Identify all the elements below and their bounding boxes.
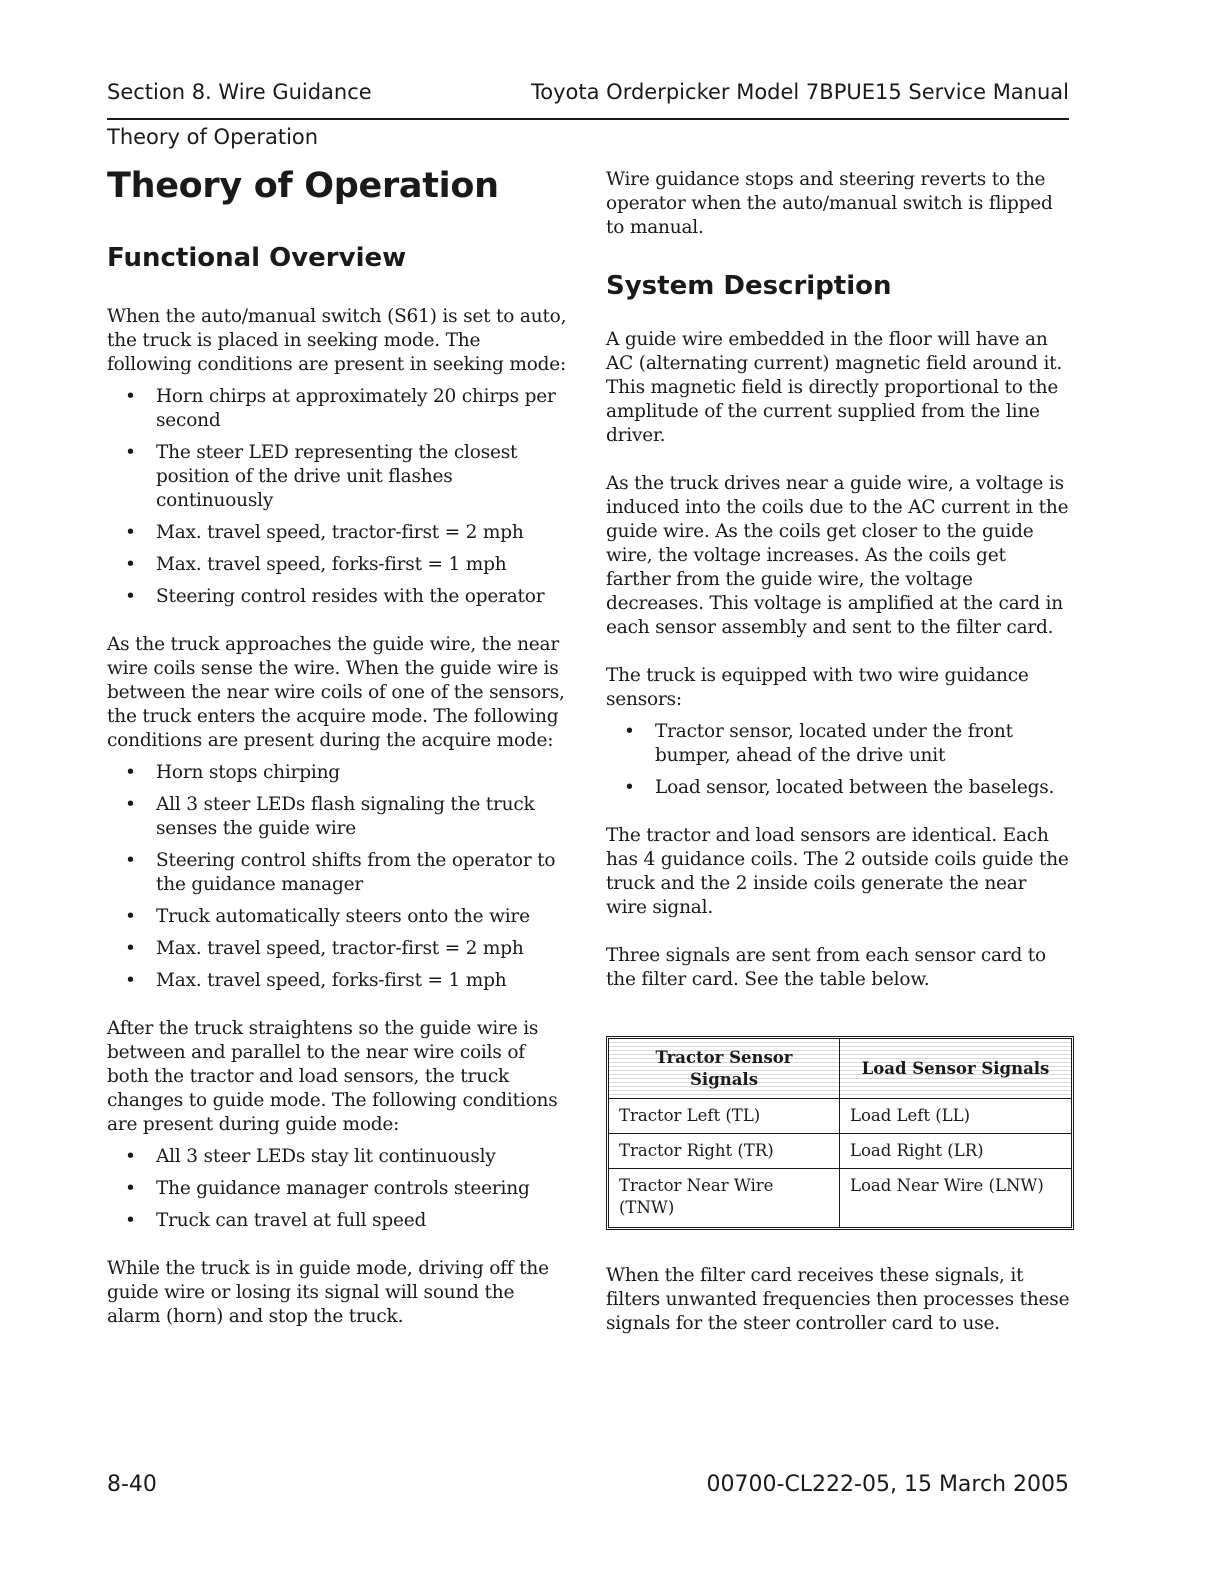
bullet-icon: •	[125, 522, 136, 543]
list-item: • Max. travel speed, forks-first = 1 mph	[125, 970, 507, 991]
table-cell: Load Near Wire (LNW)	[850, 1176, 1044, 1195]
bullet-icon: •	[125, 850, 136, 871]
paragraph-identical-sensors: The tractor and load sensors are identical. Each has 4 guidance coils. The 2 outside coils guide the truck and the 2 inside coils generate the near wire signal.	[606, 825, 1069, 918]
paragraph-guide-mode: After the truck straightens so the guide wire is between and parallel to the near wire coils of both the tractor and load sensors, the truck changes to guide mode. The following conditions are present during guide mode:	[107, 1018, 558, 1135]
subheader: Theory of Operation	[107, 125, 319, 149]
list-acquire-conditions	[107, 761, 569, 993]
bullet-icon: •	[125, 938, 136, 959]
paragraph-manual-switch: Wire guidance stops and steering reverts to the operator when the auto/manual switch is flipped to manual.	[606, 169, 1053, 238]
list-item: • Steering control shifts from the operator to the guidance manager	[125, 850, 556, 895]
list-item: • Horn chirps at approximately 20 chirps per second	[125, 386, 556, 431]
bullet-icon: •	[125, 386, 136, 407]
right-column	[606, 168, 1070, 1336]
list-item: • Tractor sensor, located under the front bumper, ahead of the drive unit	[624, 721, 1013, 766]
table-header-tractor: Tractor Sensor Signals	[609, 1039, 840, 1099]
list-sensors	[606, 720, 1070, 800]
bullet-icon: •	[125, 906, 136, 927]
bullet-icon: •	[624, 777, 635, 798]
list-item: • Max. travel speed, forks-first = 1 mph	[125, 554, 507, 575]
list-item: • All 3 steer LEDs flash signaling the truck senses the guide wire	[125, 794, 535, 839]
list-seeking-conditions	[107, 385, 569, 609]
paragraph-induced-voltage: As the truck drives near a guide wire, a voltage is induced into the coils due to the AC current in the guide wire. As the coils get closer to the guide wire, the voltage increases. As the coils get farther from the guide wire, the voltage decreases. This voltage is amplified at the card in each sensor assembly and sent to the filter card.	[606, 473, 1069, 638]
bullet-icon: •	[125, 762, 136, 783]
bullet-icon: •	[125, 1146, 136, 1167]
heading-system-description: System Description	[606, 271, 892, 301]
bullet-icon: •	[624, 721, 635, 742]
document-id: 00700-CL222-05, 15 March 2005	[706, 1472, 1069, 1497]
bullet-icon: •	[125, 554, 136, 575]
paragraph-guide-mode-alarm: While the truck is in guide mode, driving off the guide wire or losing its signal will sound the alarm (horn) and stop the truck.	[107, 1258, 549, 1327]
page-header	[107, 80, 1069, 120]
bullet-icon: •	[125, 586, 136, 607]
bullet-icon: •	[125, 970, 136, 991]
paragraph-guide-wire: A guide wire embedded in the floor will have an AC (alternating current) magnetic field around it. This magnetic field is directly proportional to the amplitude of the current supplied from the line driver.	[606, 329, 1063, 446]
heading-functional-overview: Functional Overview	[107, 243, 407, 273]
table-cell: Load Right (LR)	[840, 1134, 1071, 1169]
paragraph-acquire-mode: As the truck approaches the guide wire, the near wire coils sense the wire. When the guide wire is between the near wire coils of one of the sensors, the truck enters the acquire mode. The following conditions are present during the acquire mode:	[107, 634, 565, 751]
header-section: Section 8. Wire Guidance	[107, 80, 372, 104]
sensor-signals-table	[606, 1036, 1074, 1230]
list-item: • Load sensor, located between the baselegs.	[624, 777, 1055, 798]
list-item: • Truck automatically steers onto the wire	[125, 906, 530, 927]
left-column	[107, 162, 569, 1329]
list-guide-conditions	[107, 1145, 569, 1233]
paragraph-filter-card: When the filter card receives these signals, it filters unwanted frequencies then processes these signals for the steer controller card to use.	[606, 1265, 1070, 1334]
bullet-icon: •	[125, 1178, 136, 1199]
table-cell: Tractor Left (TL)	[609, 1099, 840, 1134]
table-row	[609, 1134, 1071, 1169]
paragraph-three-signals: Three signals are sent from each sensor card to the filter card. See the table below.	[606, 945, 1046, 990]
page-title: Theory of Operation	[107, 166, 499, 206]
table-row	[609, 1099, 1071, 1134]
list-item: • All 3 steer LEDs stay lit continuously	[125, 1146, 496, 1167]
bullet-icon: •	[125, 442, 136, 463]
table-cell: Tractor Near Wire (TNW)	[609, 1169, 840, 1227]
table-row	[609, 1169, 1071, 1227]
list-item: • Truck can travel at full speed	[125, 1210, 427, 1231]
bullet-icon: •	[125, 1210, 136, 1231]
list-item: • Max. travel speed, tractor-first = 2 mph	[125, 938, 524, 959]
paragraph-seeking-mode: When the auto/manual switch (S61) is set to auto, the truck is placed in seeking mode. The following conditions are present in seeking mode:	[107, 306, 567, 375]
list-item: • Max. travel speed, tractor-first = 2 mph	[125, 522, 524, 543]
list-item: • Steering control resides with the operator	[125, 586, 545, 607]
table-header-load: Load Sensor Signals	[840, 1039, 1071, 1099]
table-cell: Tractor Right (TR)	[609, 1134, 840, 1169]
list-item: • Horn stops chirping	[125, 762, 340, 783]
table-cell: Load Left (LL)	[840, 1099, 1071, 1134]
table-header-row	[609, 1039, 1071, 1099]
header-manual-title: Toyota Orderpicker Model 7BPUE15 Service Manual	[531, 80, 1069, 104]
list-item: • The guidance manager controls steering	[125, 1178, 530, 1199]
bullet-icon: •	[125, 794, 136, 815]
page-number: 8-40	[107, 1472, 157, 1497]
list-item: • The steer LED representing the closest position of the drive unit flashes continuously	[125, 442, 518, 511]
paragraph-sensors: The truck is equipped with two wire guidance sensors:	[606, 665, 1029, 710]
